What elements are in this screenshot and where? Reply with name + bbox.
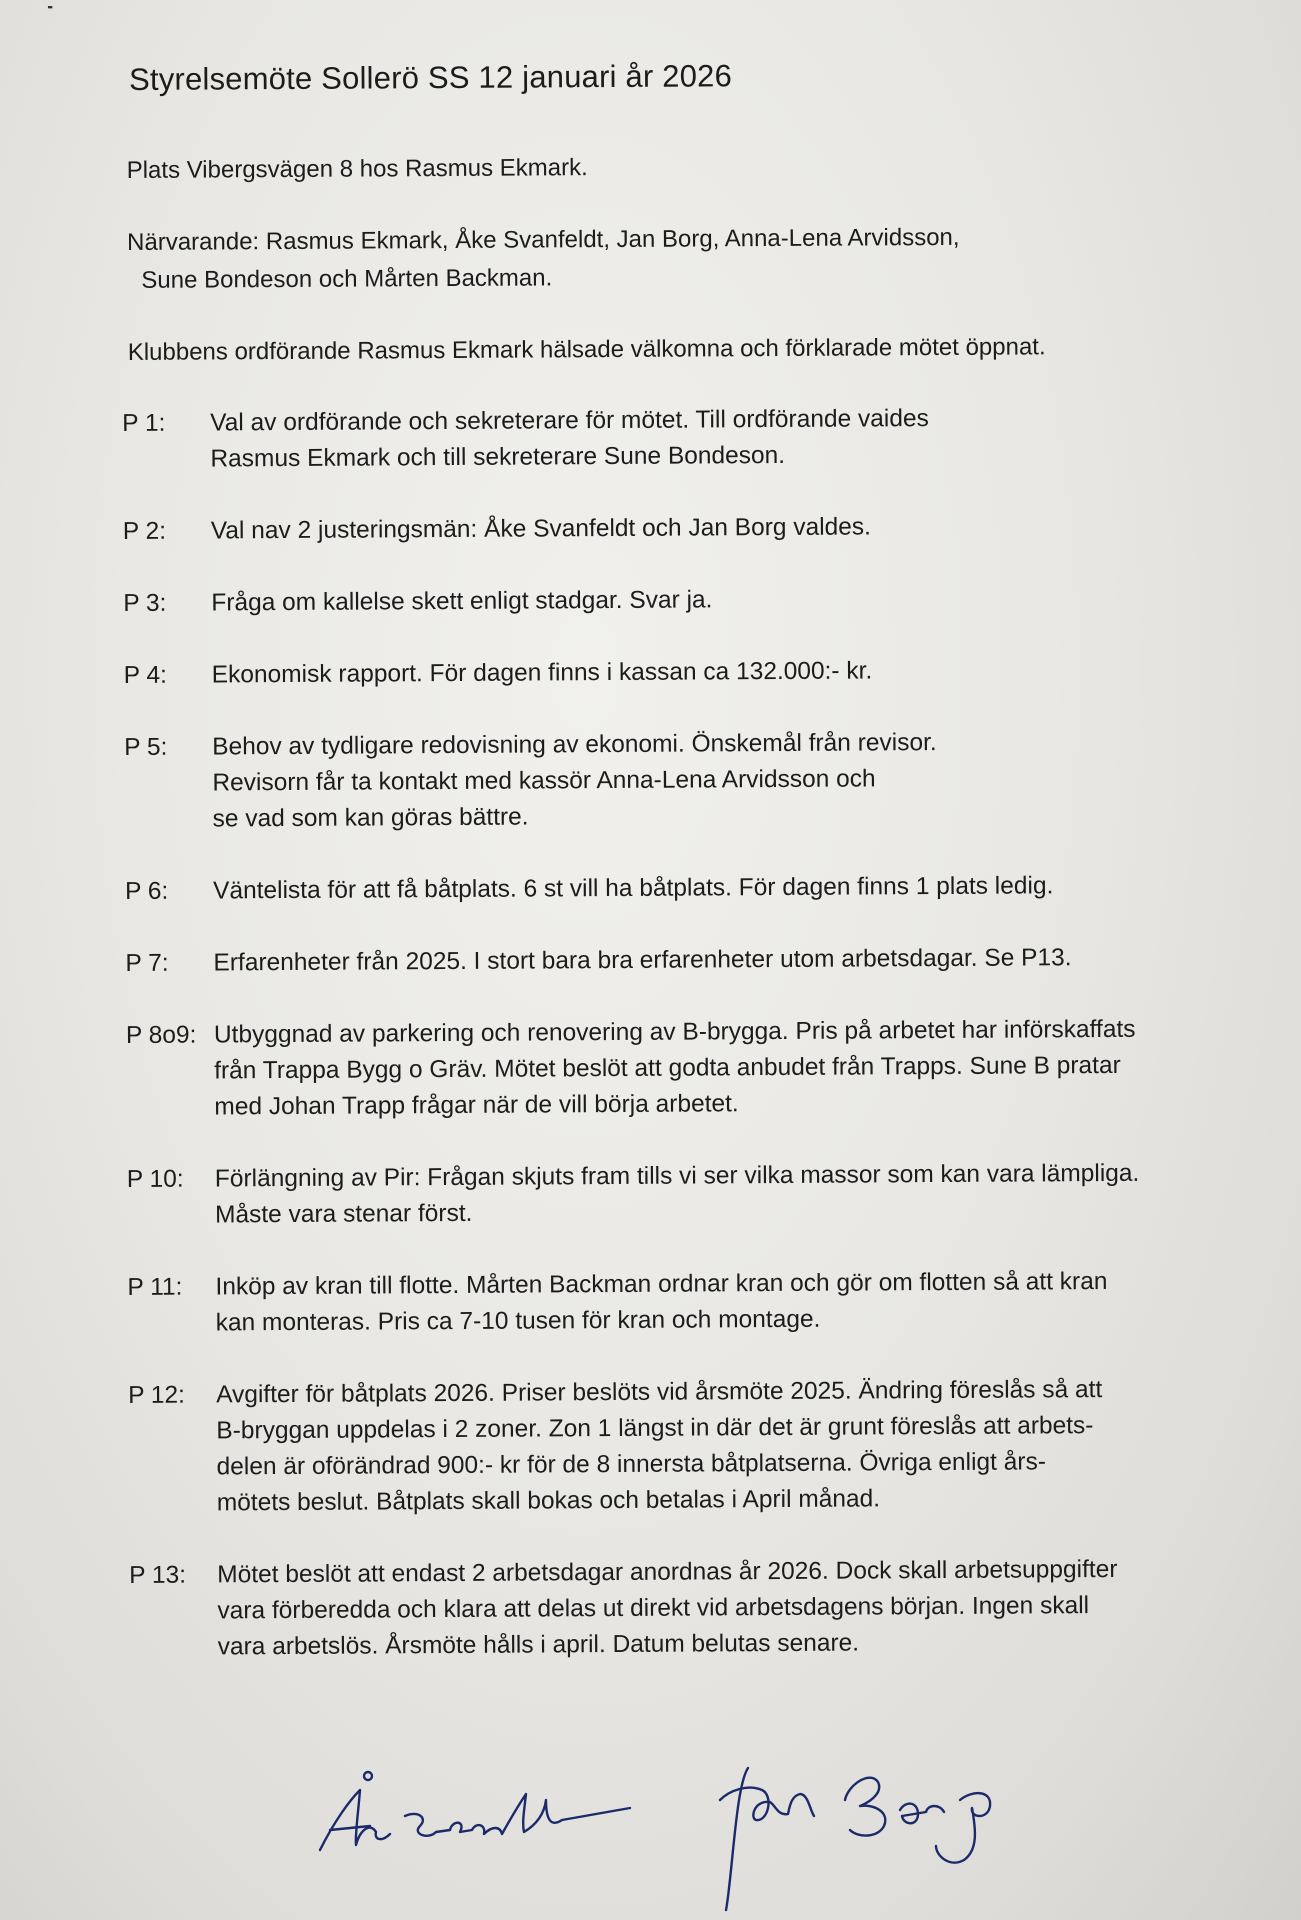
signatures-drawing	[300, 1760, 1100, 1920]
agenda-item-p6	[125, 867, 1265, 910]
agenda-item-p5	[124, 723, 1265, 838]
signature-jan-borg	[720, 1768, 990, 1910]
agenda-item-label: P 4:	[123, 661, 167, 689]
attendees-line-2: Sune Bondeson och Mårten Backman.	[141, 264, 553, 294]
attendees	[127, 217, 1261, 300]
signatures	[300, 1760, 1100, 1920]
agenda-item-label: P 3:	[123, 589, 167, 617]
agenda-item-text: Utbyggnad av parkering och renovering av B-brygga. Pris på arbetet har införskaffats från Trappa Bygg o Gräv. Mötet beslöt att godta anbudet från Trapps. Sune B pratar med Johan Trapp frågar när de vill börja arbetet.	[213, 1015, 1136, 1121]
agenda-item-text: Fråga om kallelse skett enligt stadgar. Svar ja.	[211, 586, 713, 617]
agenda-item-text: Inköp av kran till flotte. Mårten Backman ordnar kran och gör om flotten så att kran kan monteras. Pris ca 7-10 tusen för kran och montage.	[215, 1267, 1108, 1337]
signature-ake-svanfeldt	[320, 1772, 630, 1850]
agenda-item-p7	[125, 939, 1265, 982]
agenda-item-p8o9	[126, 1011, 1267, 1126]
agenda-item-text: Ekonomisk rapport. För dagen finns i kassan ca 132.000:- kr.	[211, 657, 873, 689]
agenda-item-label: P 8o9:	[125, 1021, 197, 1049]
meeting-place: Plats Vibergsvägen 8 hos Rasmus Ekmark.	[126, 154, 588, 184]
attendees-line-1: Närvarande: Rasmus Ekmark, Åke Svanfeldt, Jan Borg, Anna-Lena Arvidsson,	[127, 223, 960, 256]
agenda-item-p4	[124, 651, 1264, 694]
agenda-item-text: Avgifter för båtplats 2026. Priser beslöts vid årsmöte 2025. Ändring föreslås så att B-bryggan uppdelas i 2 zoner. Zon 1 längst in där det är grunt föreslås att arbets- delen är oförändrad 900:- kr för de 8 innersta båtplatserna. Övriga enligt års- mötets beslut. Båtplats skall bokas och betalas i April månad.	[216, 1376, 1103, 1517]
agenda-item-text: Väntelista för att få båtplats. 6 st vill ha båtplats. För dagen finns 1 plats ledig.	[212, 872, 1054, 905]
agenda-item-p10	[127, 1155, 1267, 1234]
agenda-item-p3	[123, 579, 1263, 622]
opening-paragraph: Klubbens ordförande Rasmus Ekmark hälsade välkomna och förklarade mötet öppnat.	[127, 333, 1046, 366]
agenda-item-text: Mötet beslöt att endast 2 arbetsdagar anordnas år 2026. Dock skall arbetsuppgifter vara förberedda och klara att delas ut direkt vid arbetsdagens början. Ingen skall vara arbetslös. Årsmöte hålls i april. Datum belutas senare.	[217, 1555, 1118, 1661]
document-title: Styrelsemöte Sollerö SS 12 januari år 2026	[128, 58, 733, 97]
corner-mark: ╸	[48, 0, 57, 16]
agenda-item-label: P 2:	[122, 517, 167, 545]
agenda-item-label: P 1:	[122, 409, 166, 437]
agenda-item-label: P 5:	[124, 733, 168, 761]
agenda-item-p11	[127, 1263, 1267, 1342]
agenda-item-label: P 13:	[129, 1561, 187, 1589]
agenda-item-label: P 10:	[126, 1165, 184, 1193]
agenda-item-p13	[129, 1551, 1270, 1666]
agenda-item-text: Erfarenheter från 2025. I stort bara bra erfarenheter utom arbetsdagar. Se P13.	[213, 944, 1072, 977]
agenda-item-label: P 11:	[127, 1273, 183, 1301]
agenda-item-text: Behov av tydligare redovisning av ekonomi. Önskemål från revisor. Revisorn får ta kontakt med kassör Anna-Lena Arvidsson och se vad som kan göras bättre.	[212, 729, 937, 833]
agenda-item-p1	[122, 399, 1262, 478]
agenda-item-text: Val av ordförande och sekreterare för mötet. Till ordförande vaides Rasmus Ekmark och till sekreterare Sune Bondeson.	[210, 405, 929, 473]
document-content	[120, 55, 1270, 1702]
agenda-item-text: Val nav 2 justeringsmän: Åke Svanfeldt och Jan Borg valdes.	[210, 513, 871, 545]
agenda-item-label: P 7:	[125, 949, 169, 977]
agenda-items	[122, 399, 1270, 1666]
agenda-item-label: P 12:	[128, 1381, 185, 1409]
agenda-item-p2	[123, 507, 1263, 550]
agenda-item-text: Förlängning av Pir: Frågan skjuts fram tills vi ser vilka massor som kan vara lämpliga. Måste vara stenar först.	[214, 1159, 1140, 1229]
agenda-item-label: P 6:	[124, 877, 169, 905]
agenda-item-p12	[128, 1371, 1269, 1522]
